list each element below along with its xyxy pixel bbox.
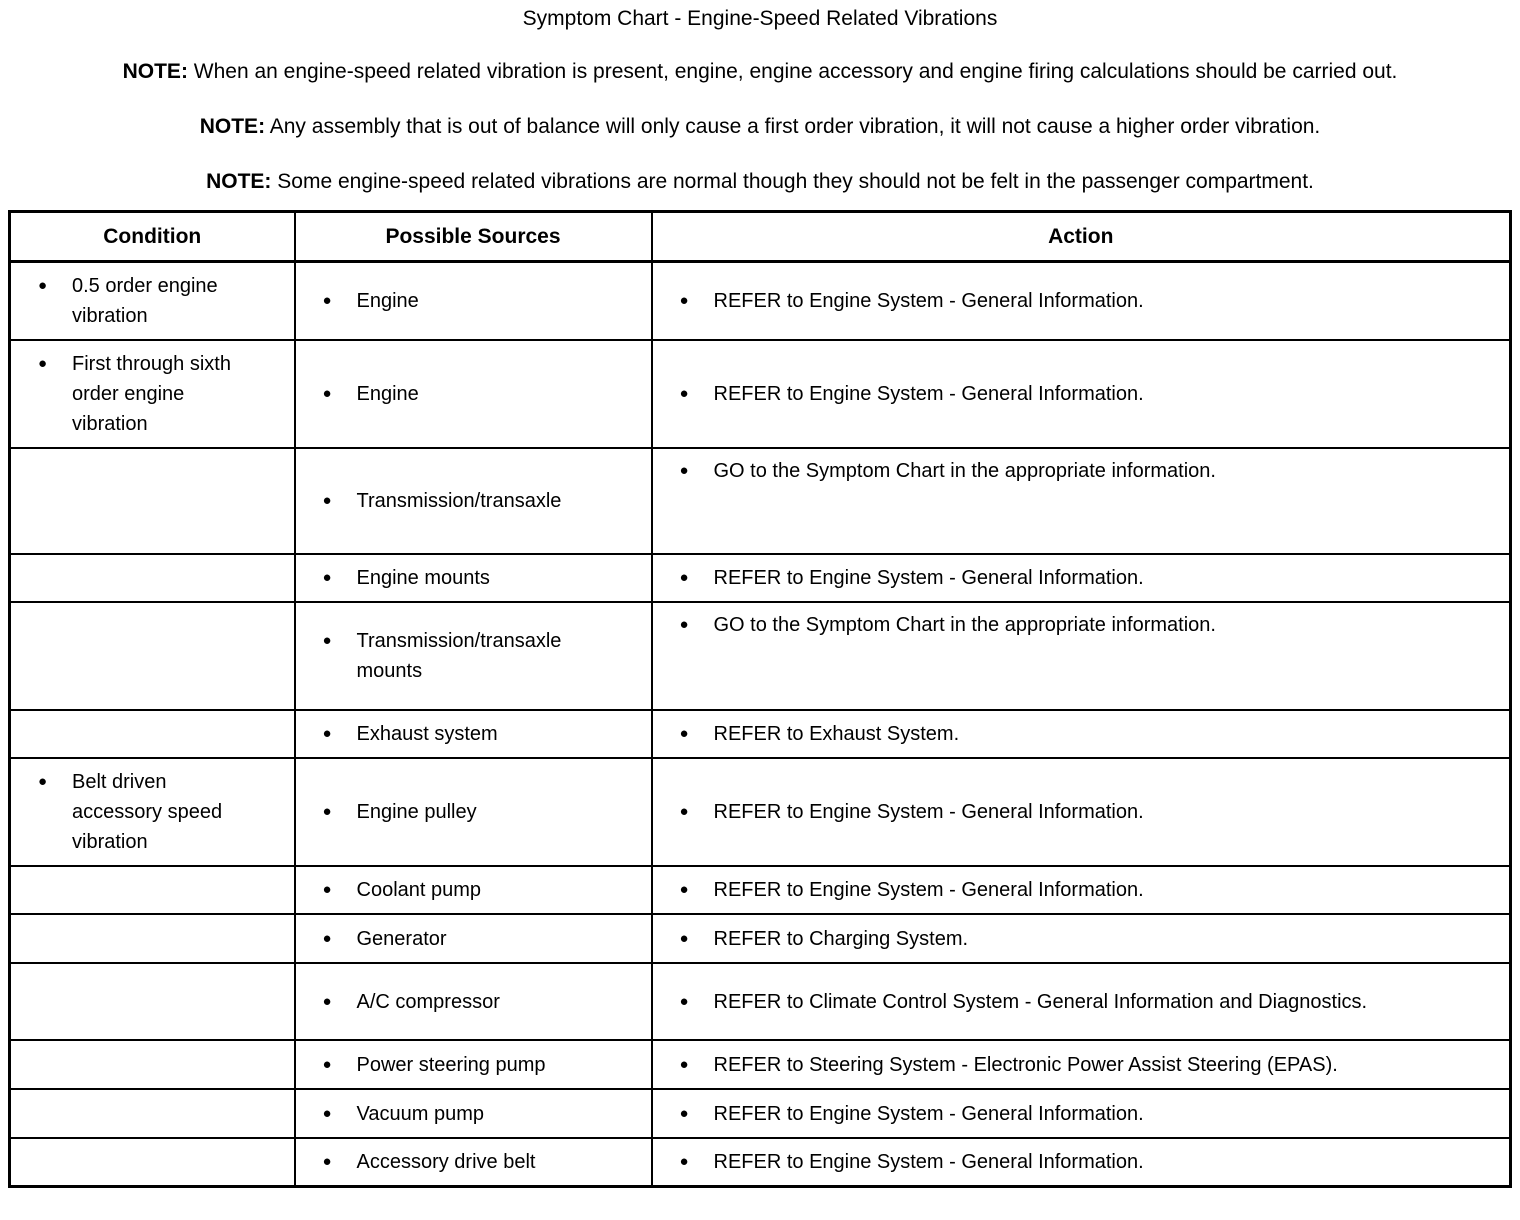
condition-cell — [10, 1040, 295, 1089]
bullet-icon: ● — [679, 616, 689, 633]
possible-source-cell — [295, 963, 652, 1040]
action-cell — [652, 1138, 1511, 1187]
action-cell — [652, 1089, 1511, 1138]
bullet-icon: ● — [679, 385, 689, 402]
bullet-icon: ● — [322, 1153, 332, 1170]
possible-source-cell — [295, 602, 652, 710]
bullet-icon: ● — [679, 1055, 689, 1073]
possible-source-cell — [295, 1138, 652, 1187]
condition-cell — [10, 914, 295, 963]
table-row — [10, 262, 1511, 341]
condition-text: First through sixth order engine vibration — [72, 353, 231, 435]
action-cell — [652, 448, 1511, 554]
bullet-icon: ● — [679, 881, 689, 898]
action-text: GO to the Symptom Chart in the appropriate information. — [713, 460, 1216, 482]
table-row — [10, 1138, 1511, 1187]
possible-source-text: Power steering pump — [356, 1053, 546, 1076]
condition-text: Belt driven accessory speed vibration — [72, 771, 223, 853]
table-row — [10, 1040, 1511, 1089]
possible-source-text: Transmission/transaxle mounts — [356, 630, 562, 682]
table-row — [10, 866, 1511, 914]
action-text: REFER to Climate Control System - General Information and Diagnostics. — [713, 990, 1368, 1013]
condition-cell — [10, 262, 295, 341]
symptom-table-body — [10, 262, 1511, 1187]
possible-source-cell — [295, 448, 652, 554]
bullet-icon: ● — [679, 462, 689, 479]
bullet-icon: ● — [679, 1104, 689, 1122]
action-cell — [652, 914, 1511, 963]
column-header-possible-sources: Possible Sources — [295, 212, 652, 262]
possible-source-text: Engine — [356, 290, 419, 312]
bullet-icon: ● — [38, 773, 48, 790]
possible-source-cell — [295, 710, 652, 758]
action-cell — [652, 554, 1511, 602]
action-text: REFER to Engine System - General Information. — [713, 567, 1144, 589]
bullet-icon: ● — [679, 725, 689, 742]
condition-cell — [10, 448, 295, 554]
condition-cell — [10, 554, 295, 602]
bullet-icon: ● — [679, 1153, 689, 1170]
note-1-text: When an engine-speed related vibration is present, engine, engine accessory and engine firing calculations should be carried out. — [193, 60, 1398, 83]
action-cell — [652, 340, 1511, 448]
condition-cell — [10, 602, 295, 710]
possible-source-text: Exhaust system — [356, 723, 498, 745]
bullet-icon: ● — [322, 492, 332, 509]
table-row — [10, 1089, 1511, 1138]
action-cell — [652, 866, 1511, 914]
action-text: REFER to Steering System - Electronic Power Assist Steering (EPAS). — [713, 1053, 1338, 1076]
note-2-label: NOTE: — [199, 115, 266, 138]
table-row — [10, 602, 1511, 710]
condition-text: 0.5 order engine vibration — [72, 275, 218, 327]
action-cell — [652, 758, 1511, 866]
table-row — [10, 963, 1511, 1040]
note-1-label: NOTE: — [122, 60, 188, 83]
column-header-action: Action — [652, 212, 1511, 262]
page-title: Symptom Chart - Engine-Speed Related Vibrations — [522, 7, 998, 30]
possible-source-cell — [295, 866, 652, 914]
possible-source-text: Engine pulley — [356, 801, 477, 823]
action-text: REFER to Engine System - General Information. — [713, 1102, 1144, 1125]
note-2-text: Any assembly that is out of balance will only cause a first order vibration, it will not cause a higher order vibration. — [269, 115, 1321, 138]
table-header-row — [10, 212, 1511, 262]
bullet-icon: ● — [322, 881, 332, 898]
bullet-icon: ● — [322, 632, 332, 649]
bullet-icon: ● — [38, 277, 48, 294]
possible-source-cell — [295, 1089, 652, 1138]
note-3-label: NOTE: — [206, 170, 272, 193]
symptom-chart-table — [8, 210, 1512, 1188]
action-text: REFER to Exhaust System. — [713, 723, 960, 745]
condition-cell — [10, 340, 295, 448]
note-3 — [0, 167, 1520, 197]
bullet-icon: ● — [679, 292, 689, 309]
column-header-condition: Condition — [10, 212, 295, 262]
condition-cell — [10, 710, 295, 758]
possible-source-text: Engine mounts — [356, 567, 490, 589]
possible-source-cell — [295, 758, 652, 866]
action-cell — [652, 1040, 1511, 1089]
note-3-text: Some engine-speed related vibrations are normal though they should not be felt in the passenger compartment. — [277, 170, 1314, 193]
note-1 — [0, 57, 1520, 87]
bullet-icon: ● — [322, 385, 332, 402]
possible-source-text: Transmission/transaxle — [356, 490, 562, 512]
bullet-icon: ● — [679, 803, 689, 820]
condition-cell — [10, 1138, 295, 1187]
bullet-icon: ● — [679, 992, 689, 1010]
action-text: REFER to Engine System - General Information. — [713, 290, 1144, 312]
bullet-icon: ● — [322, 929, 332, 947]
possible-source-cell — [295, 340, 652, 448]
action-text: REFER to Engine System - General Information. — [713, 1151, 1144, 1173]
possible-source-cell — [295, 1040, 652, 1089]
possible-source-text: Generator — [356, 927, 447, 950]
bullet-icon: ● — [322, 1104, 332, 1122]
action-text: REFER to Engine System - General Information. — [713, 879, 1144, 901]
action-text: GO to the Symptom Chart in the appropriate information. — [713, 614, 1216, 636]
table-row — [10, 554, 1511, 602]
table-row — [10, 710, 1511, 758]
possible-source-text: Coolant pump — [356, 879, 482, 901]
bullet-icon: ● — [679, 569, 689, 586]
action-cell — [652, 262, 1511, 341]
action-cell — [652, 710, 1511, 758]
bullet-icon: ● — [322, 992, 332, 1010]
condition-cell — [10, 963, 295, 1040]
bullet-icon: ● — [322, 803, 332, 820]
possible-source-text: Accessory drive belt — [356, 1151, 536, 1173]
bullet-icon: ● — [322, 569, 332, 586]
action-text: REFER to Engine System - General Information. — [713, 383, 1144, 405]
possible-source-cell — [295, 914, 652, 963]
table-row — [10, 448, 1511, 554]
condition-cell — [10, 1089, 295, 1138]
bullet-icon: ● — [322, 292, 332, 309]
action-text: REFER to Charging System. — [713, 927, 969, 950]
possible-source-text: Vacuum pump — [356, 1102, 484, 1125]
condition-cell — [10, 866, 295, 914]
bullet-icon: ● — [38, 355, 48, 372]
possible-source-cell — [295, 262, 652, 341]
bullet-icon: ● — [322, 1055, 332, 1073]
condition-cell — [10, 758, 295, 866]
table-row — [10, 914, 1511, 963]
bullet-icon: ● — [322, 725, 332, 742]
bullet-icon: ● — [679, 929, 689, 947]
possible-source-text: A/C compressor — [356, 990, 500, 1013]
table-row — [10, 340, 1511, 448]
possible-source-cell — [295, 554, 652, 602]
note-2 — [0, 112, 1520, 142]
possible-source-text: Engine — [356, 383, 419, 405]
table-row — [10, 758, 1511, 866]
action-cell — [652, 963, 1511, 1040]
action-text: REFER to Engine System - General Information. — [713, 801, 1144, 823]
action-cell — [652, 602, 1511, 710]
